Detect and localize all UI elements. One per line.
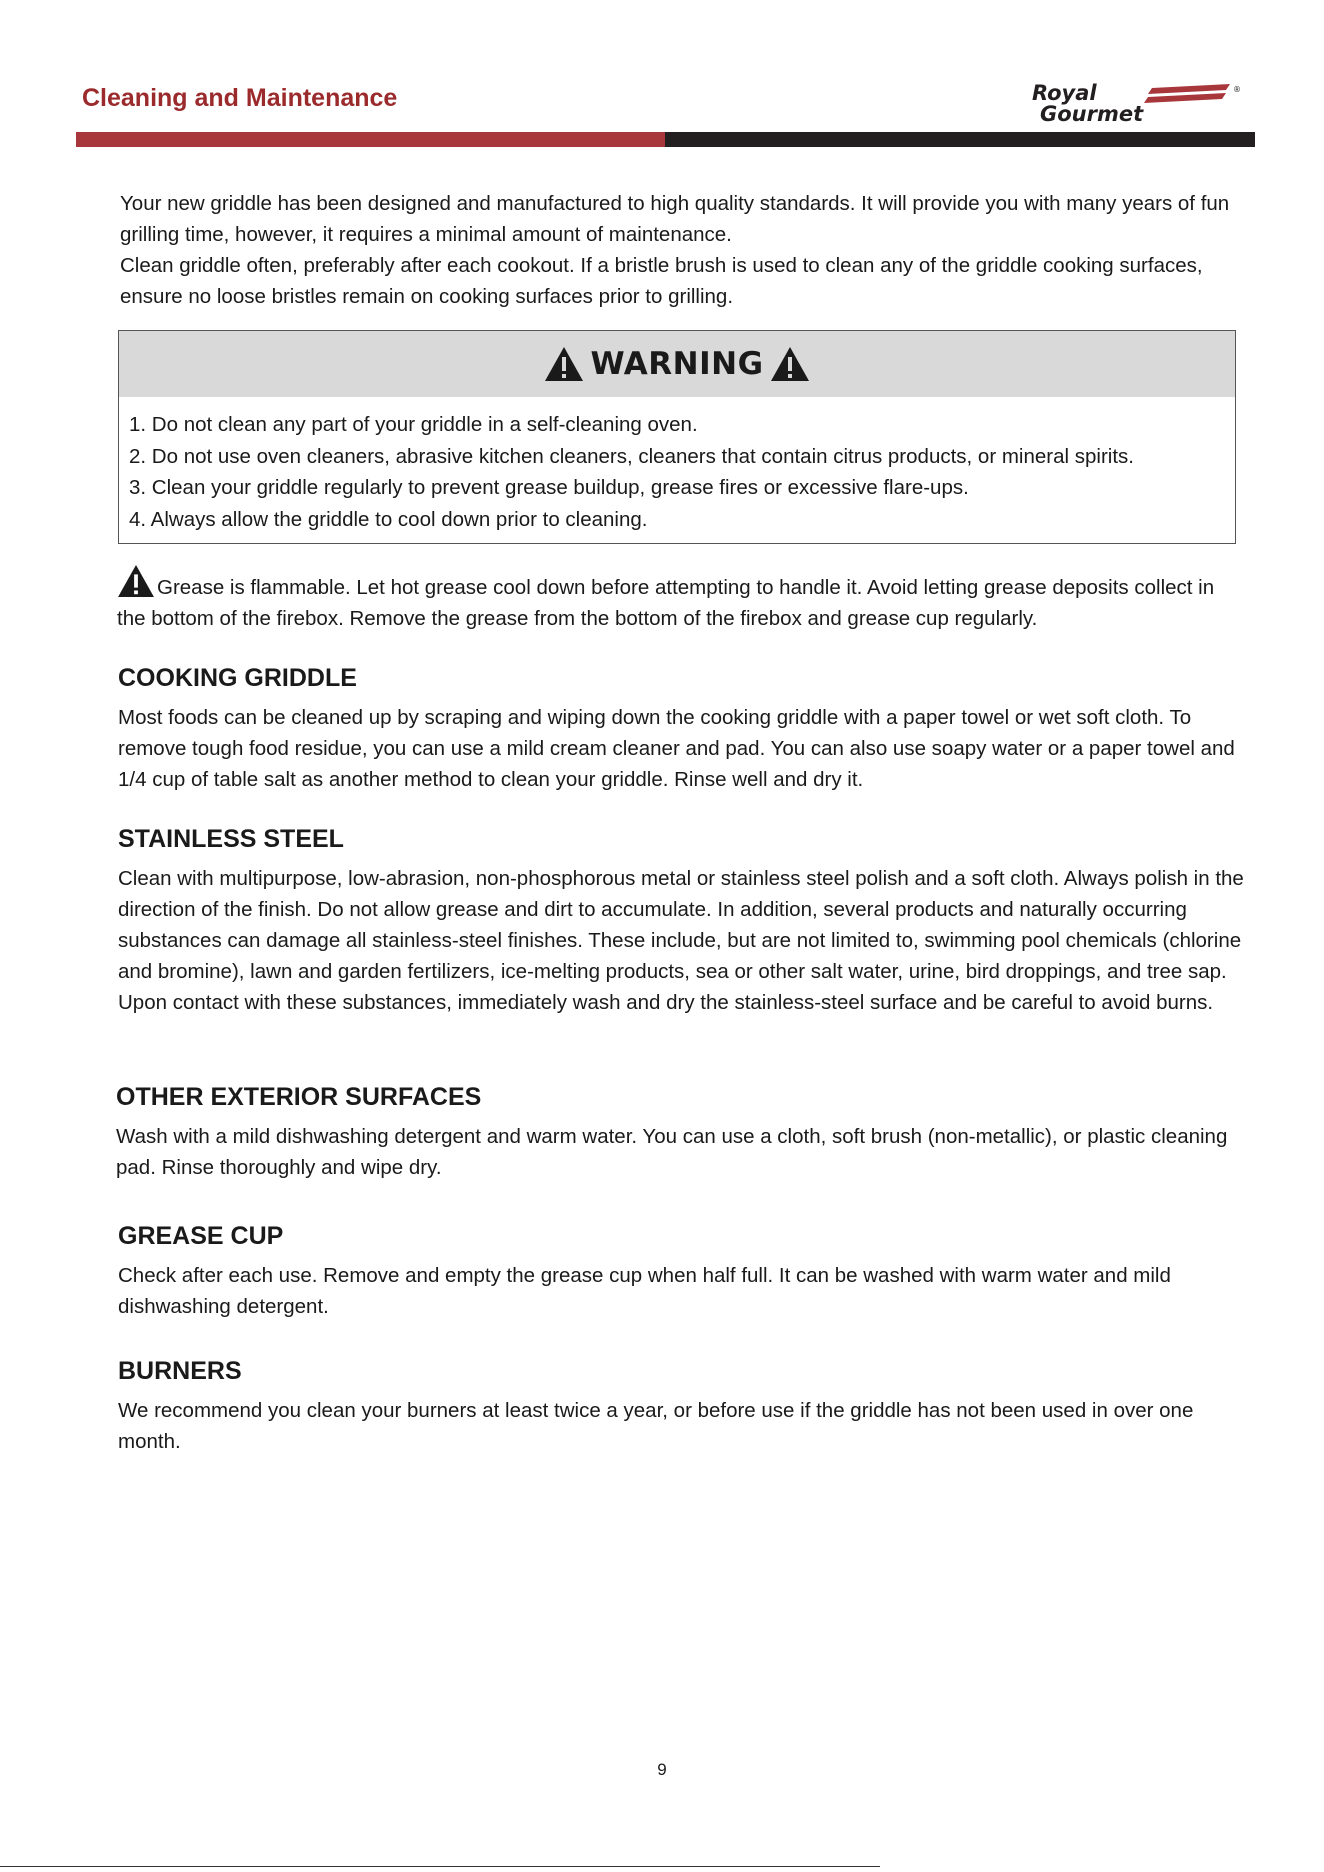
intro-paragraph: Your new griddle has been designed and manufactured to high quality standards. It will provide you with many years of fun grilling time, however, it requires a minimal amount of maintenance.: [120, 192, 1230, 246]
warning-item: 3. Clean your griddle regularly to prevent grease buildup, grease fires or excessive flare-ups.: [129, 476, 969, 499]
grease-caution-text: Grease is flammable. Let hot grease cool down before attempting to handle it. Avoid letting grease deposits collect in the bottom of the firebox. Remove the grease from the bottom of the firebox and grease cup regularly.: [117, 576, 1215, 630]
registered-mark: ®: [1233, 85, 1241, 94]
intro-text: [120, 188, 1240, 312]
page-number: 9: [657, 1760, 667, 1779]
intro-paragraph: Clean griddle often, preferably after each cookout. If a bristle brush is used to clean any of the griddle cooking surfaces, ensure no loose bristles remain on cooking surfaces prior to grilling.: [120, 254, 1203, 308]
grease-caution: [117, 564, 1247, 634]
logo-line1: Royal: [1032, 81, 1097, 105]
footer-divider: [0, 1866, 880, 1867]
warning-item: 4. Always allow the griddle to cool down prior to cleaning.: [129, 507, 648, 531]
header-divider-bar: [76, 132, 1255, 147]
warning-item: 2. Do not use oven cleaners, abrasive kitchen cleaners, cleaners that contain citrus products, or mineral spirits.: [129, 444, 1134, 468]
section-body: We recommend you clean your burners at least twice a year, or before use if the griddle has not been used in over one month.: [118, 1399, 1194, 1453]
section-title: OTHER EXTERIOR SURFACES: [116, 1083, 482, 1111]
caution-triangle-icon: [117, 564, 155, 598]
warning-header: [119, 331, 1235, 397]
section-grease-cup: [118, 1220, 1248, 1322]
section-title: BURNERS: [118, 1357, 242, 1385]
section-title: COOKING GRIDDLE: [118, 664, 357, 692]
logo-line2: Gourmet: [1040, 102, 1144, 126]
warning-item: 1. Do not clean any part of your griddle in a self-cleaning oven.: [129, 413, 698, 436]
warning-list: [119, 397, 1235, 535]
section-body: Wash with a mild dishwashing detergent and warm water. You can use a cloth, soft brush (non-metallic), or plastic cleaning pad. Rinse thoroughly and wipe dry.: [116, 1125, 1228, 1179]
section-title: STAINLESS STEEL: [118, 825, 344, 853]
section-burners: [118, 1355, 1248, 1457]
page-title: Cleaning and Maintenance: [82, 84, 398, 112]
warning-title: WARNING: [590, 346, 764, 382]
section-body: Check after each use. Remove and empty the grease cup when half full. It can be washed with warm water and mild dishwashing detergent.: [118, 1264, 1171, 1318]
section-body: Most foods can be cleaned up by scraping and wiping down the cooking griddle with a paper towel or wet soft cloth. To remove tough food residue, you can use a mild cream cleaner and pad. You can also use soapy water or a paper towel and 1/4 cup of table salt as another method to clean your griddle. Rinse well and dry it.: [118, 706, 1235, 791]
section-other-exterior-surfaces: [116, 1081, 1246, 1183]
section-title: GREASE CUP: [118, 1222, 284, 1250]
warning-triangle-icon: [544, 346, 584, 382]
warning-triangle-icon: [770, 346, 810, 382]
flame-stripes-icon: [1144, 84, 1230, 103]
section-cooking-griddle: [118, 662, 1248, 795]
section-body: Clean with multipurpose, low-abrasion, non-phosphorous metal or stainless steel polish and a soft cloth. Always polish in the direction of the finish. Do not allow grease and dirt to accumulate. In addition, several products and naturally occurring substances can damage all stainless-steel finishes. These include, but are not limited to, swimming pool chemicals (chlorine and bromine), lawn and garden fertilizers, ice-melting products, sea or other salt water, urine, bird droppings, and tree sap. Upon contact with these substances, immediately wash and dry the stainless-steel surface and be careful to avoid burns.: [118, 867, 1244, 1014]
warning-box: [118, 330, 1236, 544]
royal-gourmet-logo: [1030, 80, 1240, 124]
section-stainless-steel: [118, 823, 1248, 1018]
